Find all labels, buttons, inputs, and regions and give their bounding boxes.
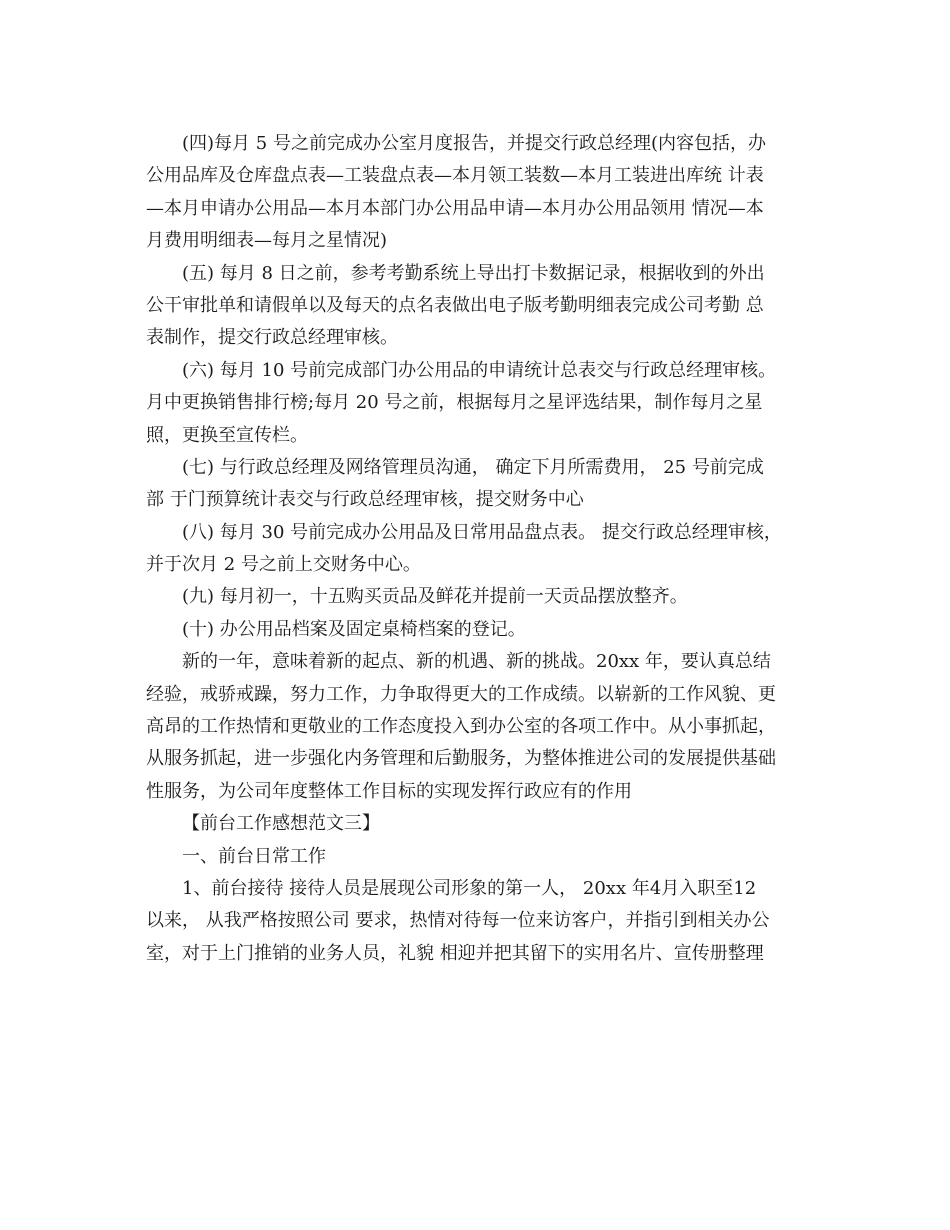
text-line: 月中更换销售排行榜;每月 20 号之前，根据每月之星评选结果，制作每月之星	[146, 392, 763, 414]
text-line: 经验，戒骄戒躁，努力工作，力争取得更大的工作成绩。以崭新的工作风貌、更	[146, 683, 776, 705]
text-line: 部 于门预算统计表交与行政总经理审核，提交财务中心	[146, 489, 584, 511]
text-line: 【前台工作感想范文三】	[182, 813, 380, 835]
text-line: (五) 每月 8 日之前，参考考勤系统上导出打卡数据记录，根据收到的外出	[182, 262, 765, 284]
document-body	[146, 128, 806, 970]
text-line: 室，对于上门推销的业务人员，礼貌 相迎并把其留下的实用名片、宣传册整理	[146, 942, 764, 964]
text-line: 高昂的工作热情和更敬业的工作态度投入到办公室的各项工作中。从小事抓起，	[146, 716, 776, 738]
text-line: (七) 与行政总经理及网络管理员沟通， 确定下月所需费用， 25 号前完成	[182, 456, 764, 478]
text-line: 性服务，为公司年度整体工作目标的实现发挥行政应有的作用	[146, 780, 632, 802]
text-line: 月费用明细表—每月之星情况)	[146, 230, 388, 252]
text-line: 公用品库及仓库盘点表—工装盘点表—本月领工装数—本月工装进出库统 计表	[146, 165, 764, 187]
text-line: —本月申请办公用品—本月本部门办公用品申请—本月办公用品领用 情况—本	[146, 197, 764, 219]
text-line: 新的一年，意味着新的起点、新的机遇、新的挑战。20xx 年，要认真总结	[182, 651, 771, 673]
text-line: 并于次月 2 号之前上交财务中心。	[146, 554, 421, 576]
text-line: 1、前台接待 接待人员是展现公司形象的第一人， 20xx 年4月入职至12	[182, 877, 757, 899]
text-line: (九) 每月初一，十五购买贡品及鲜花并提前一天贡品摆放整齐。	[182, 586, 688, 608]
text-line: 照，更换至宣传栏。	[146, 424, 308, 446]
text-line: (十) 办公用品档案及固定桌椅档案的登记。	[182, 618, 526, 640]
text-line: (六) 每月 10 号前完成部门办公用品的申请统计总表交与行政总经理审核。	[182, 359, 777, 381]
text-line: (四)每月 5 号之前完成办公室月度报告，并提交行政总经理(内容包括，办	[182, 133, 766, 154]
text-line: 公干审批单和请假单以及每天的点名表做出电子版考勤明细表完成公司考勤 总	[146, 294, 764, 316]
text-line: 一、前台日常工作	[182, 845, 326, 867]
text-line: 表制作，提交行政总经理审核。	[146, 327, 398, 349]
text-line: (八) 每月 30 号前完成办公用品及日常用品盘点表。 提交行政总经理审核，	[182, 521, 782, 543]
text-line: 从服务抓起，进一步强化内务管理和后勤服务，为整体推进公司的发展提供基础	[146, 748, 776, 770]
text-line: 以来， 从我严格按照公司 要求，热情对待每一位来访客户，并指引到相关办公	[146, 910, 770, 932]
